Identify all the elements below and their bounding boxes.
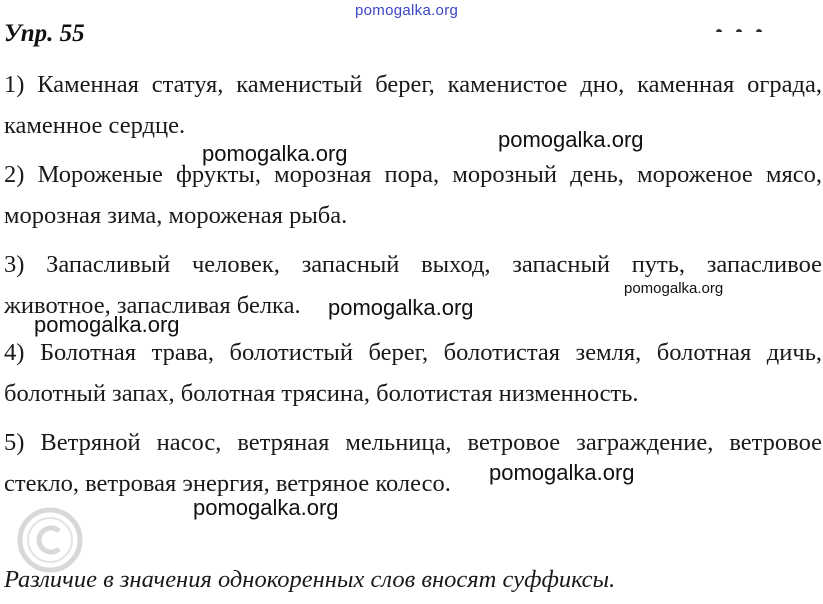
watermark-5: pomogalka.org <box>34 312 180 337</box>
watermark-4: pomogalka.org <box>328 295 474 320</box>
answer-paragraph-4: 4) Болотная трава, болотистый берег, болотистая земля, болотная дичь, болотный запах, болотная трясина, болотистая низменность. <box>4 339 822 407</box>
watermark-1: pomogalka.org <box>498 127 644 152</box>
watermark-2: pomogalka.org <box>202 141 348 166</box>
cropped-text-fragment <box>716 22 796 32</box>
conclusion-text: Различие в значения однокоренных слов вносят суффиксы. <box>4 566 616 593</box>
site-watermark-top: pomogalka.org <box>355 2 459 19</box>
answer-paragraph-5: 5) Ветряной насос, ветряная мельница, ветровое заграждение, ветровое стекло, ветровая энергия, ветряное колесо. <box>4 429 822 497</box>
answer-paragraph-3: 3) Запасливый человек, запасный выход, запасный путь, запасливое животное, запасливая белка. <box>4 251 822 319</box>
watermark-6: pomogalka.org <box>489 460 635 485</box>
watermark-3: pomogalka.org <box>624 280 724 297</box>
answer-paragraph-1: 1) Каменная статуя, каменистый берег, каменистое дно, каменная ограда, каменное сердце. <box>4 71 822 139</box>
exercise-title: Упр. 55 <box>4 20 85 47</box>
copyright-watermark-icon <box>14 504 86 576</box>
watermark-7: pomogalka.org <box>193 495 339 520</box>
answer-paragraph-2: 2) Мороженые фрукты, морозная пора, морозный день, мороженое мясо, морозная зима, мороженая рыба. <box>4 161 822 229</box>
